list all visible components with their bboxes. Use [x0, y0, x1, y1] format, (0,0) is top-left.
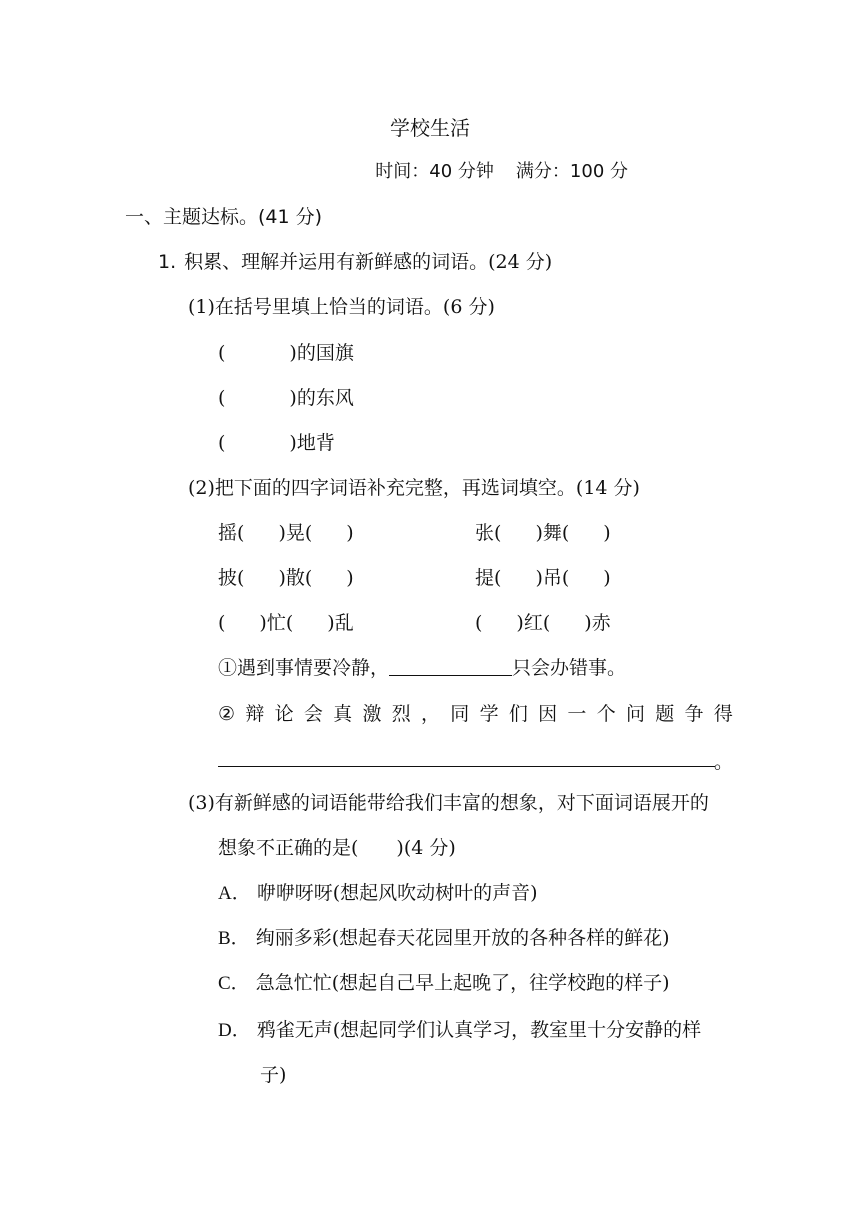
sentence-1: ①遇到事情要冷静， 只会办错事。	[218, 657, 627, 679]
fill-blank-suffix: 的国旗	[296, 342, 354, 364]
idiom-blank[interactable]: ( )红( )赤	[475, 612, 611, 634]
time-limit: 时间：40 分钟	[375, 161, 494, 182]
idiom-blank[interactable]: 披( )散( )	[218, 567, 354, 589]
fill-blank-suffix: 地背	[296, 432, 335, 454]
fill-blank-suffix: 的东风	[296, 387, 354, 409]
full-score: 满分：100 分	[515, 161, 628, 182]
question-1	[158, 250, 552, 274]
idiom-blank[interactable]: ( )忙( )乱	[218, 612, 354, 634]
idiom-blank[interactable]: 张( )舞( )	[475, 522, 611, 544]
part2-prompt: (2)把下面的四字词语补充完整，再选词填空。(14 分)	[188, 477, 640, 499]
option-d-cont: 子)	[260, 1064, 287, 1086]
sentence-2: ② 辩 论 会 真 激 烈 ， 同 学 们 因 一 个 问 题 争 得	[218, 703, 733, 725]
part1-prompt: (1)在括号里填上恰当的词语。(6 分)	[188, 296, 495, 318]
question-text: 积累、理解并运用有新鲜感的词语。(24 分)	[184, 251, 553, 273]
option-d[interactable]: D． 鸦雀无声(想起同学们认真学习，教室里十分安静的样	[218, 1019, 702, 1041]
idiom-blank[interactable]: 摇( )晃( )	[218, 522, 354, 544]
part3-prompt-cont: 想象不正确的是( )(4 分)	[218, 837, 456, 859]
page-title: 学校生活	[390, 116, 470, 140]
fill-blank-item[interactable]: ( )的国旗	[218, 342, 354, 364]
question-number: 1.	[158, 251, 177, 273]
sentence-2-period: 。	[714, 751, 734, 773]
option-b[interactable]: B． 绚丽多彩(想起春天花园里开放的各种各样的鲜花)	[218, 927, 670, 949]
exam-meta	[375, 160, 628, 184]
fill-blank-item[interactable]: ( )地背	[218, 432, 335, 454]
answer-blank[interactable]	[389, 657, 512, 676]
part3-prompt: (3)有新鲜感的词语能带给我们丰富的想象，对下面词语展开的	[188, 792, 709, 814]
section-heading: 一、主题达标。(41 分)	[125, 206, 323, 228]
idiom-blank[interactable]: 提( )吊( )	[475, 567, 611, 589]
option-a[interactable]: A． 咿咿呀呀(想起风吹动树叶的声音)	[218, 882, 538, 904]
option-c[interactable]: C． 急急忙忙(想起自己早上起晚了，往学校跑的样子)	[218, 972, 670, 994]
answer-line[interactable]	[218, 766, 715, 767]
fill-blank-item[interactable]: ( )的东风	[218, 387, 354, 409]
